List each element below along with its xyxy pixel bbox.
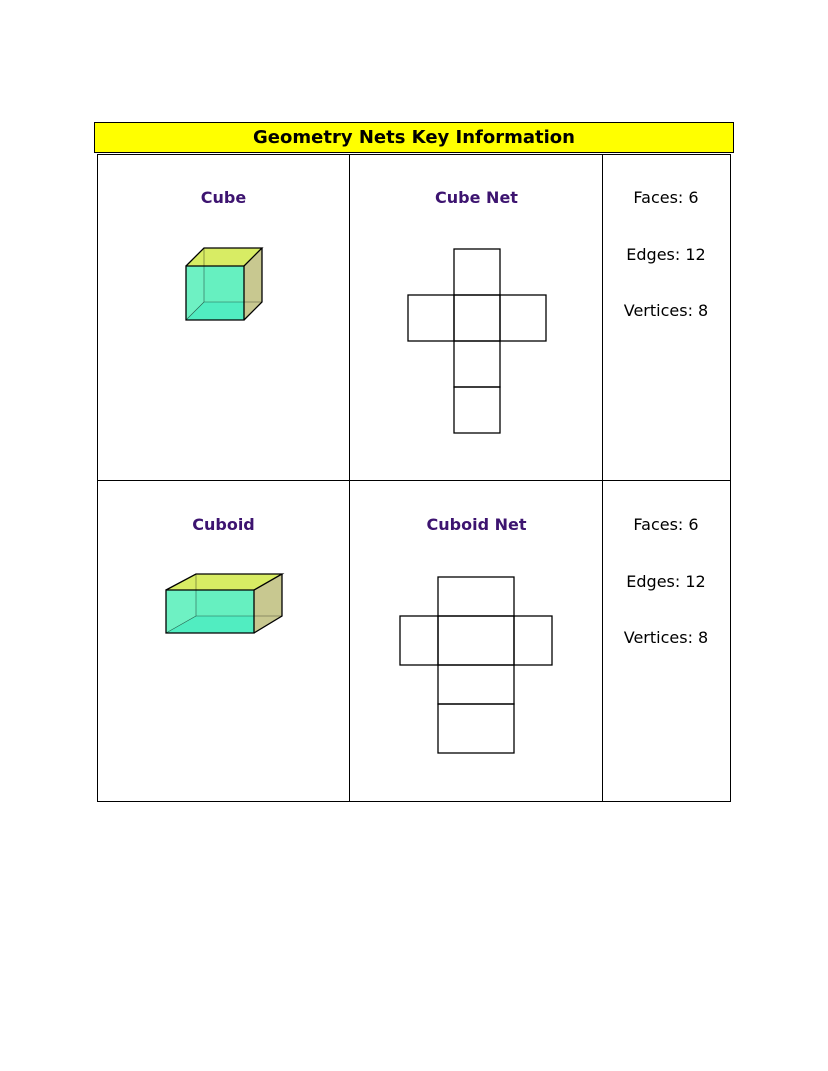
cube-3d-icon (180, 242, 270, 327)
cuboid-net-diagram (399, 576, 555, 756)
page-title: Geometry Nets Key Information (94, 122, 734, 153)
faces-count: Faces: 6 (633, 188, 699, 207)
edges-count: Edges: 12 (626, 245, 706, 264)
row-divider (98, 480, 730, 481)
column-divider (349, 155, 350, 801)
cube-net-diagram (407, 248, 549, 434)
cuboid-3d-icon (160, 570, 290, 640)
edges-count: Edges: 12 (626, 572, 706, 591)
shape-name-cuboid: Cuboid (192, 515, 255, 534)
shape-name-cube: Cube (200, 188, 247, 207)
vertices-count: Vertices: 8 (623, 628, 709, 647)
net-name-cube: Cube Net (435, 188, 518, 207)
faces-count: Faces: 6 (633, 515, 699, 534)
net-name-cuboid: Cuboid Net (426, 515, 527, 534)
vertices-count: Vertices: 8 (623, 301, 709, 320)
